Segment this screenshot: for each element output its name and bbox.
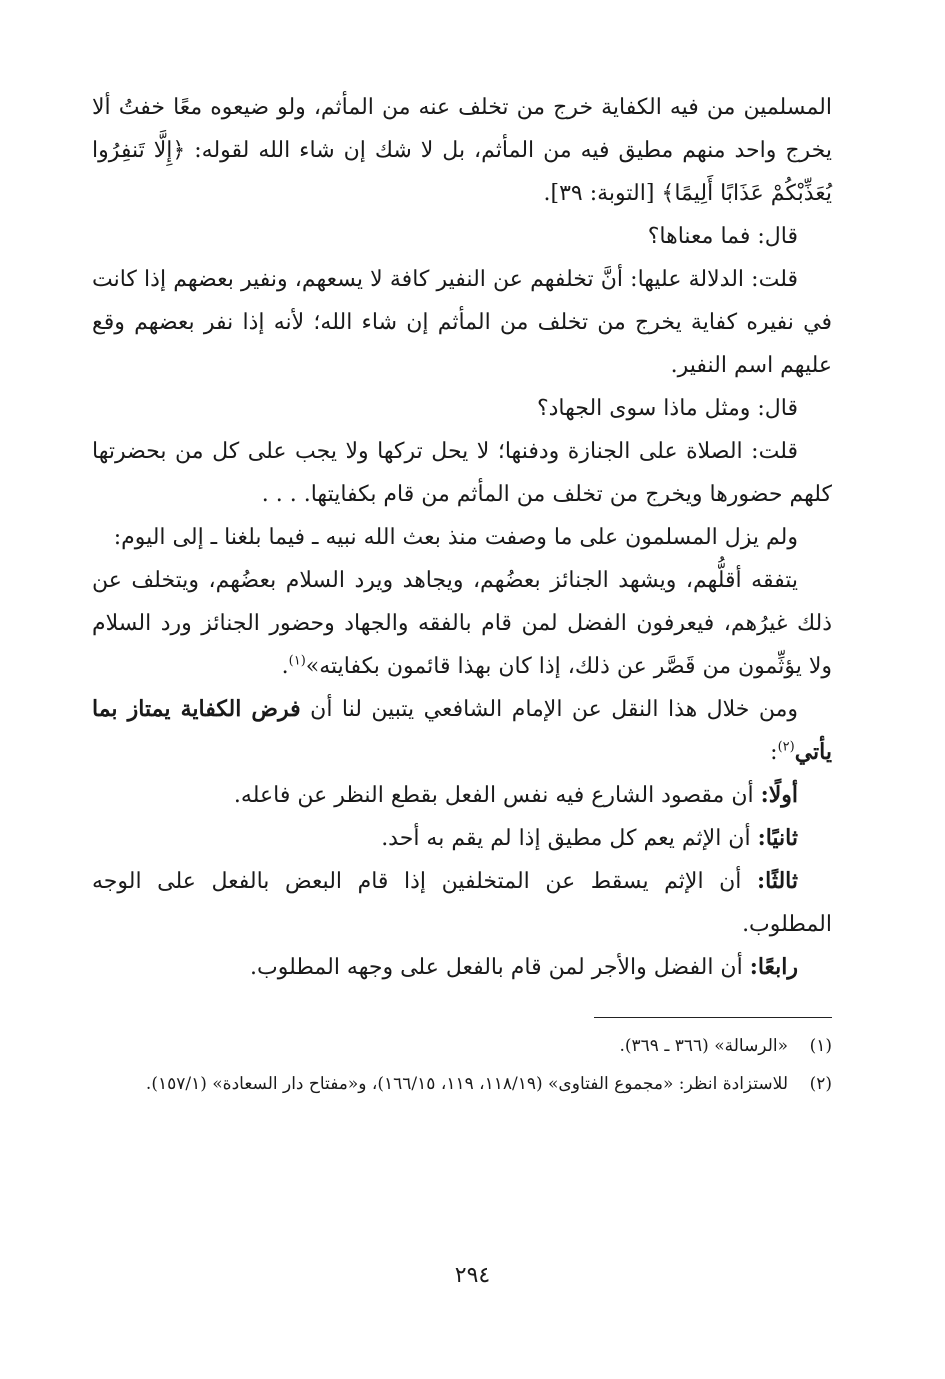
footnote-1 xyxy=(92,1030,832,1062)
list-item-label: ثانيًا: xyxy=(757,825,798,851)
paragraph-6: ولم يزل المسلمون على ما وصفت منذ بعث الله نبيه ـ فيما بلغنا ـ إلى اليوم: xyxy=(113,525,798,550)
paragraph-8-bold: فرض الكفاية يمتاز بما يأتي xyxy=(92,696,832,765)
footnote-number: (٢) xyxy=(809,1074,832,1094)
paragraph-5: قلت: الصلاة على الجنازة ودفنها؛ لا يحل تركها ولا يجب على كل من بحضرتها كلهم حضورها ويخرج من تخلف من المأثم من قام بكفايتها. . . . xyxy=(92,439,832,507)
paragraph-7-end: . xyxy=(281,654,289,679)
list-item-label: رابعًا: xyxy=(749,954,798,980)
footnote-text: للاستزادة انظر: «مجموع الفتاوى» (١١٨/١٩، ١١٩، ١٦٦/١٥)، و«مفتاح دار السعادة» (١٥٧/١). xyxy=(145,1074,788,1094)
footnote-2 xyxy=(92,1068,832,1100)
list-item-text: أن مقصود الشارع فيه نفس الفعل بقطع النظر عن فاعله. xyxy=(233,783,761,808)
main-text xyxy=(92,86,832,989)
footnote-divider xyxy=(594,1017,832,1018)
paragraph-7 xyxy=(92,559,832,688)
list-item-label: ثالثًا: xyxy=(757,868,798,894)
paragraph-3: قلت: الدلالة عليها: أنَّ تخلفهم عن النفير كافة لا يسعهم، ونفير بعضهم إذا كانت في نفيره كفاية يخرج من تخلف من المأثم إن شاء الله؛ لأنه إذا نفر بعضهم وقع عليهم اسم النفير. xyxy=(92,267,832,378)
paragraph-1: المسلمين من فيه الكفاية خرج من تخلف عنه من المأثم، ولو ضيعوه معًا خفتُ ألا يخرج واحد منهم مطيق فيه من المأثم، بل لا شك إن شاء الله لقوله: ﴿إِلَّا تَنفِرُوا يُعَذِّبْكُمْ عَذَابًا أَلِيمًا﴾ [التوبة: ٣٩]. xyxy=(92,95,832,206)
list-item-3 xyxy=(92,860,832,946)
list-item-label: أولًا: xyxy=(760,782,798,808)
list-item-4 xyxy=(92,946,832,989)
page-content xyxy=(92,86,832,1106)
paragraph-8-end: : xyxy=(770,740,778,765)
page-number: ٢٩٤ xyxy=(454,1263,491,1288)
list-item-text: أن الإثم يسقط عن المتخلفين إذا قام البعض بالفعل على الوجه المطلوب. xyxy=(92,869,832,937)
footnote-ref-1[interactable]: (١) xyxy=(288,653,306,669)
footnotes xyxy=(92,1030,832,1100)
paragraph-4: قال: ومثل ماذا سوى الجهاد؟ xyxy=(536,396,798,421)
paragraph-8-text: ومن خلال هذا النقل عن الإمام الشافعي يتبين لنا أن xyxy=(300,697,798,722)
list-item-2 xyxy=(92,817,832,860)
paragraph-8 xyxy=(92,688,832,774)
list-item-text: أن الإثم يعم كل مطيق إذا لم يقم به أحد. xyxy=(381,826,758,851)
footnote-number: (١) xyxy=(809,1036,832,1056)
paragraph-7-text: يتفقه أقلُّهم، ويشهد الجنائز بعضُهم، ويجاهد ويرد السلام بعضُهم، ويتخلف عن ذلك غيرُهم، فيعرفون الفضل لمن قام بالفقه والجهاد وحضور الجنائز ورد السلام ولا يؤثِّمون من قَصَّر عن ذلك، إذا كان بهذا قائمون بكفايته» xyxy=(92,568,832,679)
footnote-text: «الرسالة» (٣٦٦ ـ ٣٦٩). xyxy=(619,1036,788,1056)
list-item-text: أن الفضل والأجر لمن قام بالفعل على وجهه المطلوب. xyxy=(250,955,750,980)
paragraph-2: قال: فما معناها؟ xyxy=(647,224,798,249)
footnote-ref-2[interactable]: (٢) xyxy=(777,739,795,755)
list-item-1 xyxy=(92,774,832,817)
